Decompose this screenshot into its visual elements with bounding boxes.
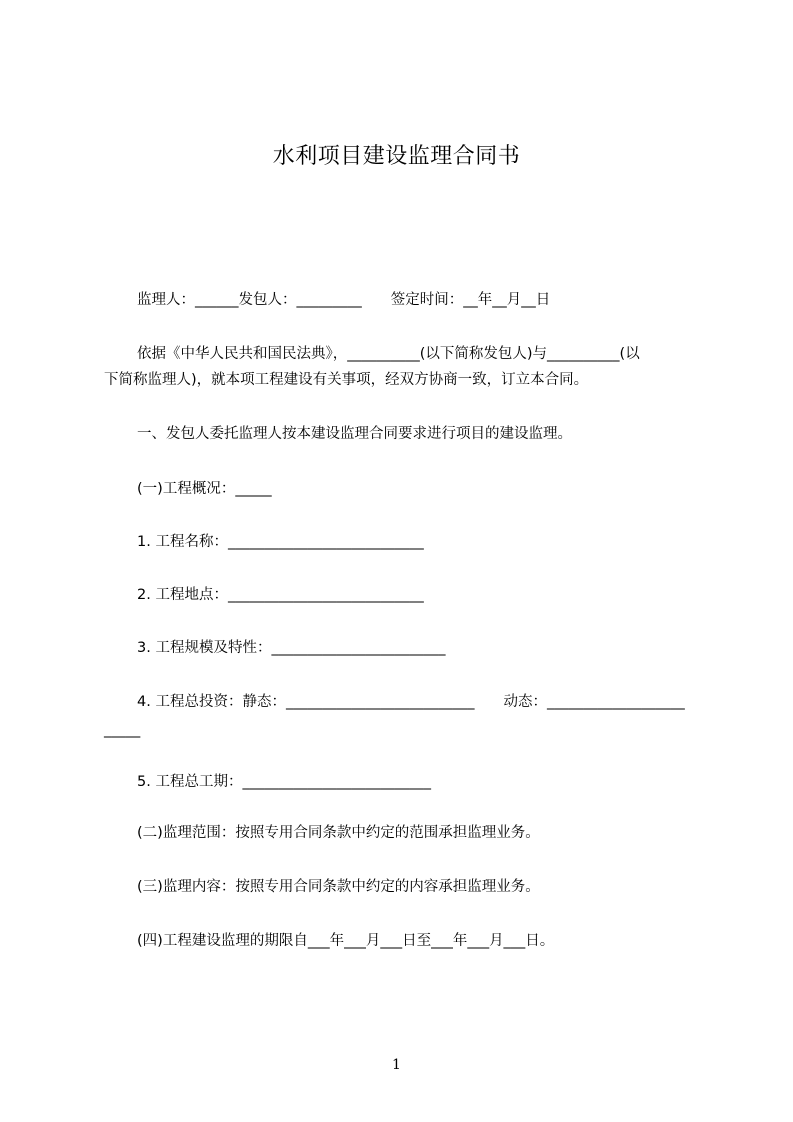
project-scale-item: 3. 工程规模及特性：________________________ (137, 640, 446, 656)
supervision-scope: (二)监理范围：按照专用合同条款中约定的范围承担监理业务。 (137, 825, 540, 841)
project-duration-item: 5. 工程总工期：__________________________ (137, 774, 431, 790)
intro-line-1: 依据《中华人民共和国民法典》，__________(以下简称发包人)与__________(以 (137, 346, 640, 362)
page-number: 1 (392, 1057, 401, 1073)
document-title: 水利项目建设监理合同书 (272, 144, 521, 169)
supervision-content: (三)监理内容：按照专用合同条款中约定的内容承担监理业务。 (137, 879, 540, 895)
project-overview: (一)工程概况：_____ (137, 481, 272, 497)
project-name-item: 1. 工程名称：___________________________ (137, 534, 424, 550)
project-investment-item: 4. 工程总投资：静态：__________________________ 动态：___________________ (137, 694, 685, 710)
header-line: 监理人：______发包人：_________ 签定时间：__年__月__日 (137, 292, 551, 308)
project-investment-continuation: _____ (104, 722, 141, 738)
supervision-period: (四)工程建设监理的期限自___年___月___日至___年___月___日。 (137, 933, 555, 949)
section-1-heading: 一、发包人委托监理人按本建设监理合同要求进行项目的建设监理。 (137, 426, 572, 442)
intro-line-2: 下简称监理人)，就本项工程建设有关事项，经双方协商一致，订立本合同。 (104, 372, 589, 388)
project-location-item: 2. 工程地点：___________________________ (137, 587, 424, 603)
